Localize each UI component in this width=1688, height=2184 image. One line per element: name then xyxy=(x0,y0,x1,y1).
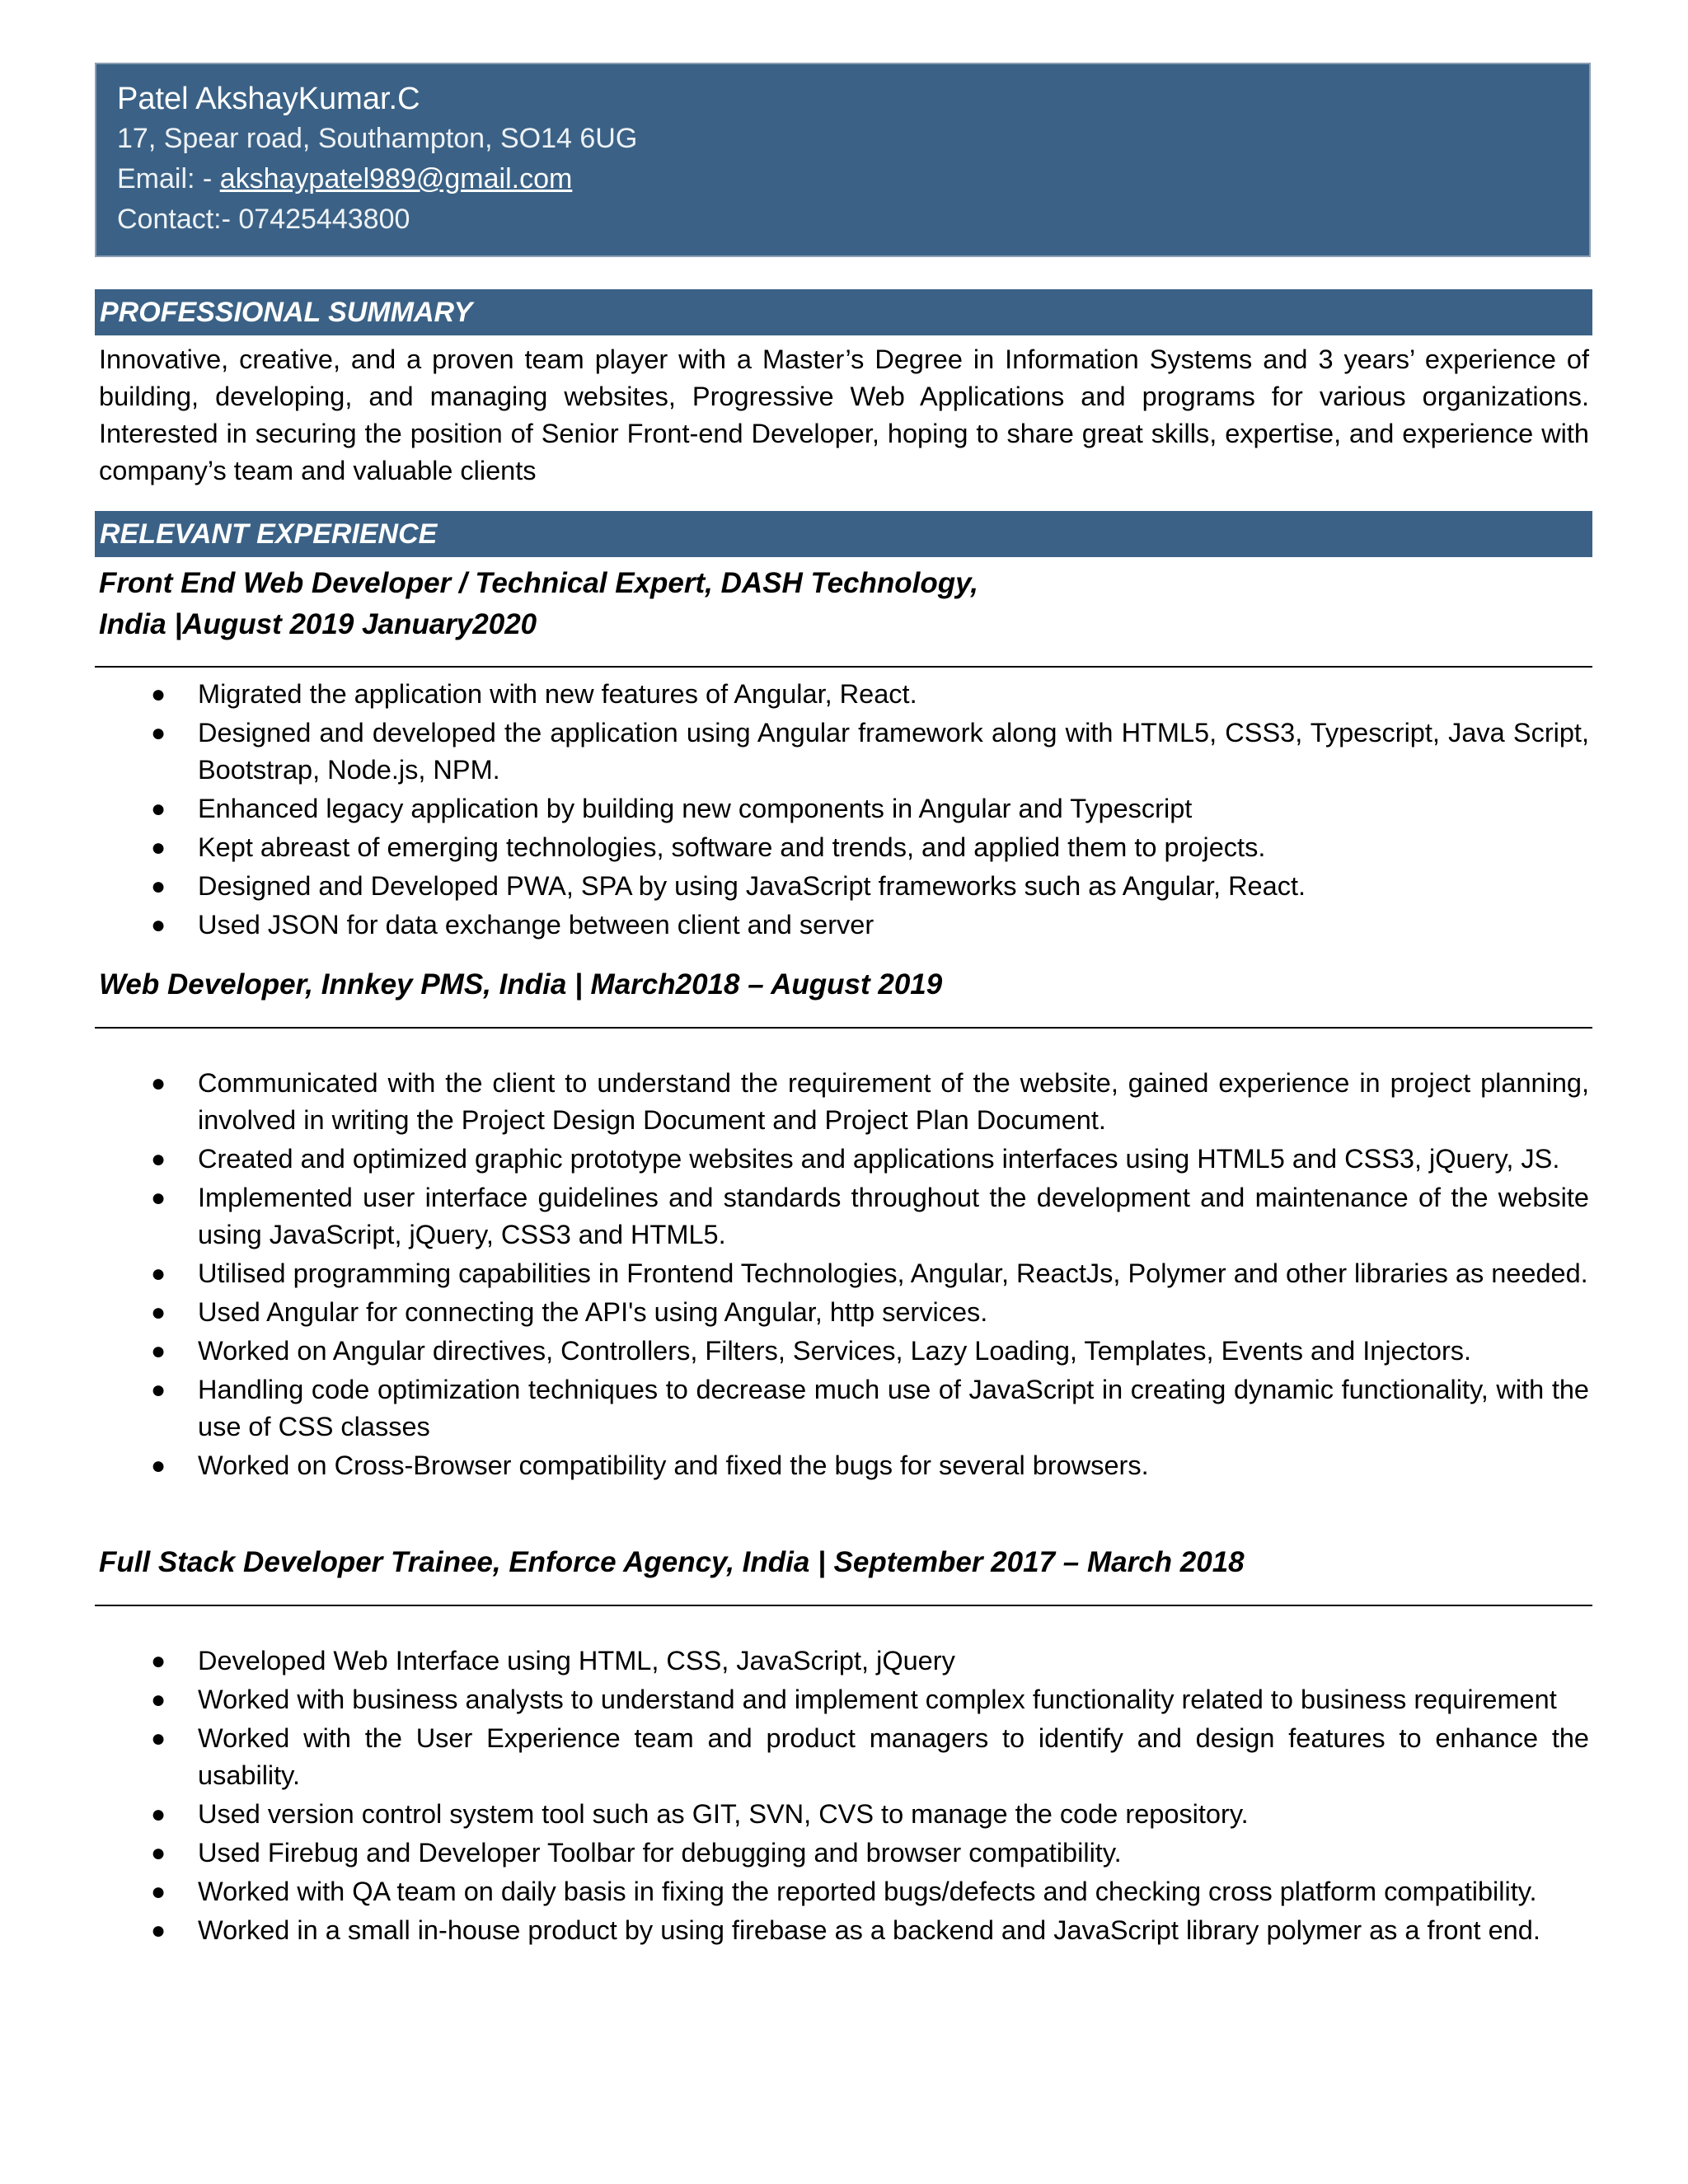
section-heading-summary: PROFESSIONAL SUMMARY xyxy=(95,289,1592,335)
list-item: ● Worked on Angular directives, Controllers, Filters, Services, Lazy Loading, Templates, Events and Injectors. xyxy=(0,1333,1589,1370)
list-item: ● Used version control system tool such as GIT, SVN, CVS to manage the code repository. xyxy=(0,1796,1589,1833)
bullet-icon: ● xyxy=(151,1647,166,1675)
professional-summary: Innovative, creative, and a proven team player with a Master’s Degree in Information Systems and 3 years’ experience of building, developing, and managing websites, Progressive Web Applications and programs for various organizations. Interested in securing the position of Senior Front-end Developer, hoping to share great skills, expertise, and experience with company’s team and valuable clients xyxy=(99,344,1589,485)
divider xyxy=(95,666,1592,668)
job-title-1-line2: India |August 2019 January2020 xyxy=(99,608,537,640)
candidate-name: Patel AkshayKumar.C xyxy=(117,82,420,116)
bullet-icon: ● xyxy=(151,1801,166,1828)
email-line xyxy=(117,159,1569,199)
bullet-icon: ● xyxy=(151,1917,166,1944)
email-label: Email: - xyxy=(117,163,220,194)
job-title-3-line1: Full Stack Developer Trainee, Enforce Agency, India | September 2017 – March 2018 xyxy=(99,1546,1245,1578)
bullet-icon: ● xyxy=(151,873,166,900)
bullet-icon: ● xyxy=(151,1452,166,1479)
contact-number: Contact:- 07425443800 xyxy=(117,204,410,235)
list-item: ● Kept abreast of emerging technologies, software and trends, and applied them to projects. xyxy=(0,829,1589,866)
bullet-icon: ● xyxy=(151,1840,166,1867)
list-item: ● Designed and developed the application using Angular framework along with HTML5, CSS3, Typescript, Java Script, Bootstrap, Node.js, NPM. xyxy=(0,715,1589,789)
bullet-icon: ● xyxy=(151,795,166,823)
bullet-icon: ● xyxy=(151,1878,166,1905)
bullet-icon: ● xyxy=(151,834,166,861)
bullet-icon: ● xyxy=(151,1260,166,1287)
list-item: ● Migrated the application with new features of Angular, React. xyxy=(0,676,1589,713)
email-link[interactable]: akshaypatel989@gmail.com xyxy=(219,163,573,194)
divider xyxy=(95,1605,1592,1606)
bullet-icon: ● xyxy=(151,1725,166,1752)
job-title-3 xyxy=(99,1542,1582,1583)
job-1-bullets xyxy=(0,676,1688,945)
list-item: ● Utilised programming capabilities in Frontend Technologies, Angular, ReactJs, Polymer and other libraries as needed. xyxy=(0,1255,1589,1292)
job-title-2-line1: Web Developer, Innkey PMS, India | March2018 – August 2019 xyxy=(99,968,943,1001)
divider xyxy=(95,1027,1592,1029)
list-item: ● Worked in a small in-house product by using firebase as a backend and JavaScript library polymer as a front end. xyxy=(0,1912,1589,1949)
section-heading-experience: RELEVANT EXPERIENCE xyxy=(95,511,1592,557)
list-item: ● Developed Web Interface using HTML, CSS, JavaScript, jQuery xyxy=(0,1643,1589,1680)
list-item: ● Communicated with the client to understand the requirement of the website, gained experience in project planning, involved in writing the Project Design Document and Project Plan Document. xyxy=(0,1065,1589,1139)
bullet-icon: ● xyxy=(151,719,166,747)
bullet-icon: ● xyxy=(151,681,166,708)
list-item: ● Implemented user interface guidelines and standards throughout the development and maintenance of the website using JavaScript, jQuery, CSS3 and HTML5. xyxy=(0,1179,1589,1254)
list-item: ● Created and optimized graphic prototype websites and applications interfaces using HTML5 and CSS3, jQuery, JS. xyxy=(0,1141,1589,1178)
bullet-icon: ● xyxy=(151,912,166,939)
list-item: ● Handling code optimization techniques to decrease much use of JavaScript in creating dynamic functionality, with the use of CSS classes xyxy=(0,1371,1589,1446)
bullet-icon: ● xyxy=(151,1299,166,1326)
bullet-icon: ● xyxy=(151,1686,166,1713)
list-item: ● Designed and Developed PWA, SPA by using JavaScript frameworks such as Angular, React. xyxy=(0,868,1589,905)
list-item: ● Worked with business analysts to understand and implement complex functionality related to business requirement xyxy=(0,1681,1589,1718)
job-2-bullets xyxy=(0,1065,1688,1486)
list-item: ● Used Firebug and Developer Toolbar for debugging and browser compatibility. xyxy=(0,1835,1589,1872)
list-item: ● Worked with the User Experience team and product managers to identify and design features to enhance the usability. xyxy=(0,1720,1589,1794)
list-item: ● Enhanced legacy application by building new components in Angular and Typescript xyxy=(0,790,1589,827)
bullet-icon: ● xyxy=(151,1376,166,1404)
bullet-icon: ● xyxy=(151,1184,166,1212)
list-item: ● Used JSON for data exchange between client and server xyxy=(0,907,1589,944)
job-3-bullets xyxy=(0,1643,1688,1951)
bullet-icon: ● xyxy=(151,1338,166,1365)
contact-header xyxy=(95,63,1591,257)
list-item: ● Worked on Cross-Browser compatibility and fixed the bugs for several browsers. xyxy=(0,1447,1589,1484)
list-item: ● Worked with QA team on daily basis in fixing the reported bugs/defects and checking cross platform compatibility. xyxy=(0,1873,1589,1910)
bullet-icon: ● xyxy=(151,1146,166,1173)
address: 17, Spear road, Southampton, SO14 6UG xyxy=(117,123,638,154)
bullet-icon: ● xyxy=(151,1070,166,1097)
job-title-1 xyxy=(99,563,1582,645)
job-title-1-line1: Front End Web Developer / Technical Expert, DASH Technology, xyxy=(99,567,979,599)
list-item: ● Used Angular for connecting the API's using Angular, http services. xyxy=(0,1294,1589,1331)
job-title-2 xyxy=(99,964,1582,1005)
